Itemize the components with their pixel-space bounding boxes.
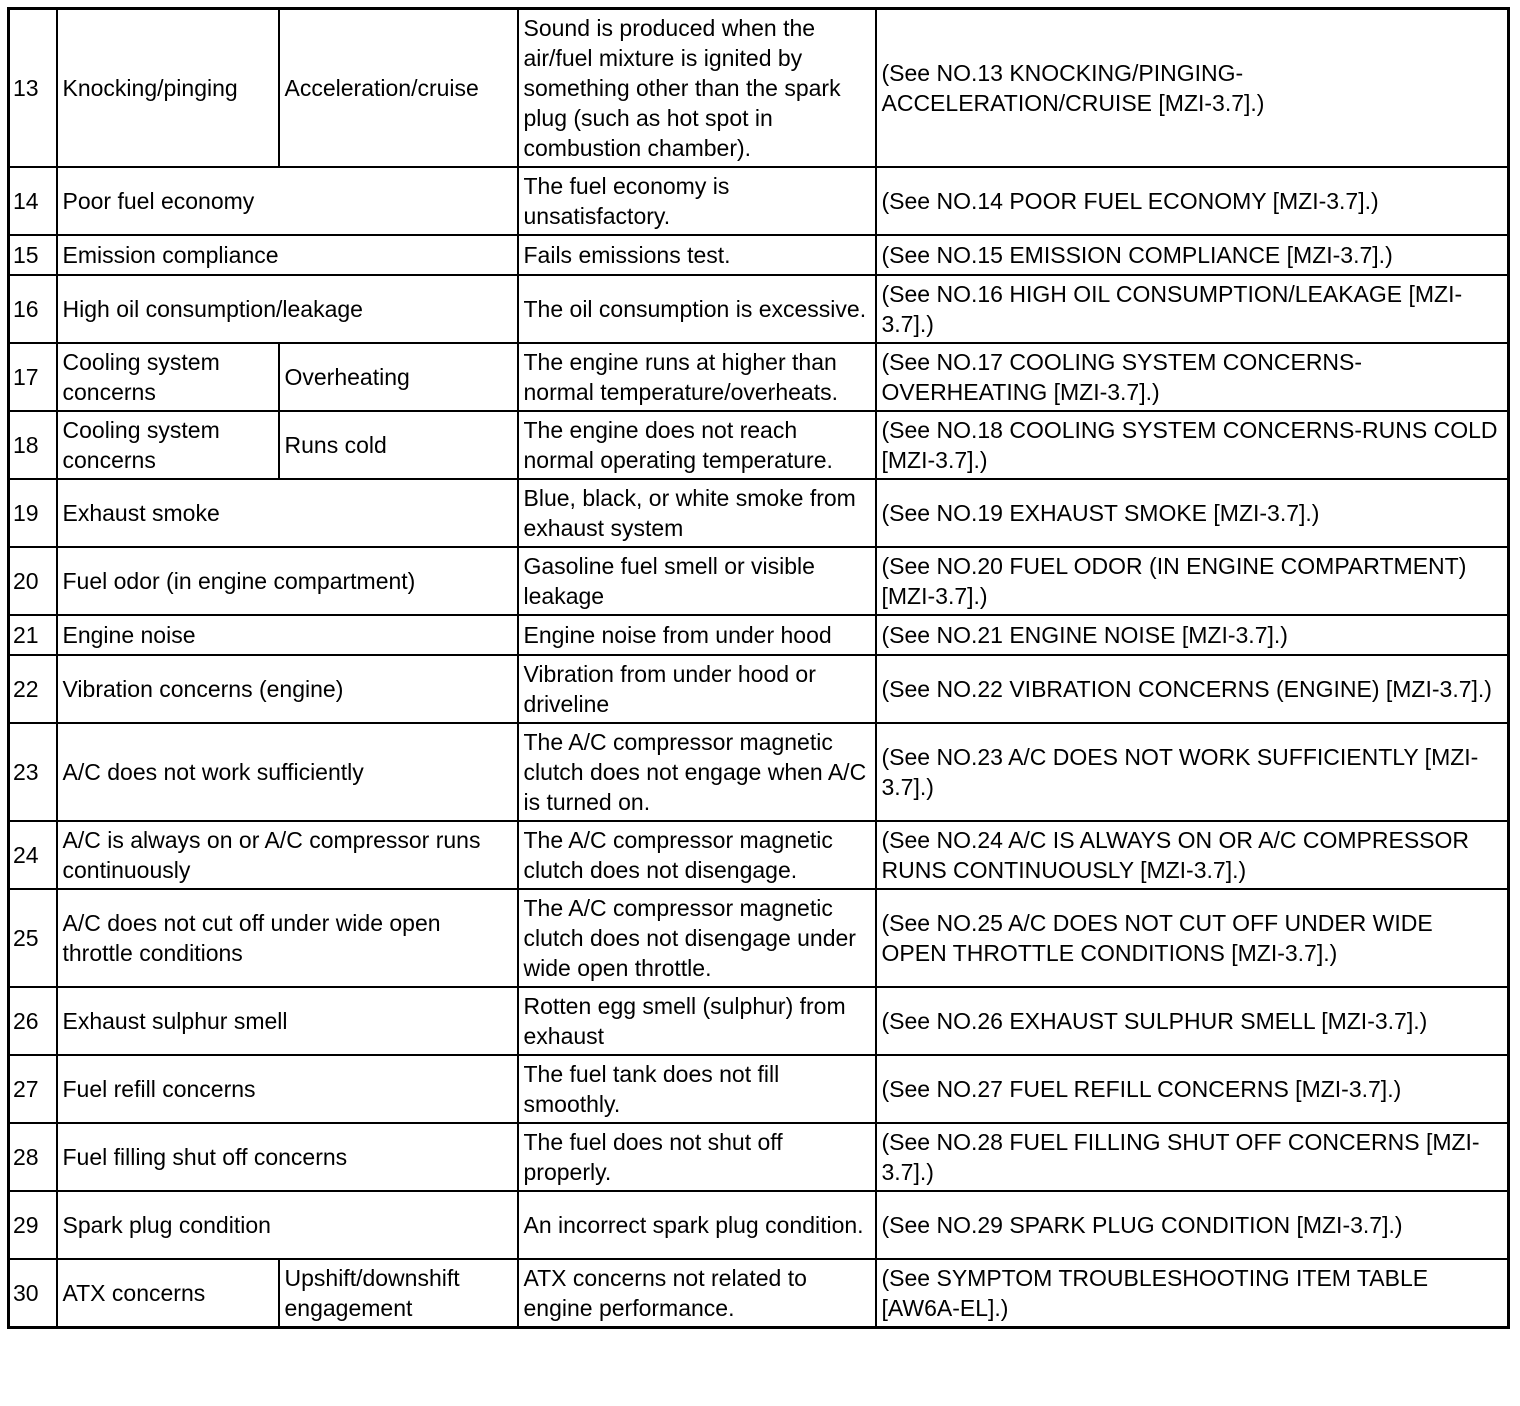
description-cell: Sound is produced when the air/fuel mixture is ignited by something other than the spark plug (such as hot spot in combustion chamber). <box>518 9 876 168</box>
description-cell: The fuel does not shut off properly. <box>518 1123 876 1191</box>
table-row <box>9 479 1509 547</box>
condition-cell: Acceleration/cruise <box>279 9 518 168</box>
row-number: 21 <box>9 615 57 655</box>
row-number: 13 <box>9 9 57 168</box>
reference-cell: (See NO.18 COOLING SYSTEM CONCERNS-RUNS COLD [MZI-3.7].) <box>876 411 1509 479</box>
symptom-cell: Fuel odor (in engine compartment) <box>57 547 518 615</box>
condition-cell: Upshift/downshift engagement <box>279 1259 518 1328</box>
reference-cell: (See NO.19 EXHAUST SMOKE [MZI-3.7].) <box>876 479 1509 547</box>
description-cell: The A/C compressor magnetic clutch does not disengage. <box>518 821 876 889</box>
table-row <box>9 167 1509 235</box>
reference-cell: (See NO.23 A/C DOES NOT WORK SUFFICIENTLY [MZI-3.7].) <box>876 723 1509 821</box>
table-row <box>9 615 1509 655</box>
description-cell: The oil consumption is excessive. <box>518 275 876 343</box>
description-cell: ATX concerns not related to engine performance. <box>518 1259 876 1328</box>
reference-cell: (See NO.13 KNOCKING/PINGING-ACCELERATION/CRUISE [MZI-3.7].) <box>876 9 1509 168</box>
row-number: 25 <box>9 889 57 987</box>
symptom-cell: Vibration concerns (engine) <box>57 655 518 723</box>
row-number: 27 <box>9 1055 57 1123</box>
row-number: 20 <box>9 547 57 615</box>
row-number: 18 <box>9 411 57 479</box>
symptom-cell: Cooling system concerns <box>57 343 279 411</box>
row-number: 26 <box>9 987 57 1055</box>
reference-cell: (See NO.24 A/C IS ALWAYS ON OR A/C COMPRESSOR RUNS CONTINUOUSLY [MZI-3.7].) <box>876 821 1509 889</box>
row-number: 17 <box>9 343 57 411</box>
table-row <box>9 275 1509 343</box>
reference-cell: (See NO.25 A/C DOES NOT CUT OFF UNDER WIDE OPEN THROTTLE CONDITIONS [MZI-3.7].) <box>876 889 1509 987</box>
row-number: 24 <box>9 821 57 889</box>
reference-cell: (See NO.20 FUEL ODOR (IN ENGINE COMPARTMENT) [MZI-3.7].) <box>876 547 1509 615</box>
condition-cell: Runs cold <box>279 411 518 479</box>
table-row <box>9 821 1509 889</box>
reference-cell: (See NO.27 FUEL REFILL CONCERNS [MZI-3.7].) <box>876 1055 1509 1123</box>
description-cell: The A/C compressor magnetic clutch does not engage when A/C is turned on. <box>518 723 876 821</box>
table-row <box>9 1055 1509 1123</box>
description-cell: The A/C compressor magnetic clutch does not disengage under wide open throttle. <box>518 889 876 987</box>
table-row <box>9 9 1509 168</box>
symptom-cell: Knocking/pinging <box>57 9 279 168</box>
row-number: 16 <box>9 275 57 343</box>
symptom-cell: A/C does not work sufficiently <box>57 723 518 821</box>
reference-cell: (See NO.17 COOLING SYSTEM CONCERNS-OVERHEATING [MZI-3.7].) <box>876 343 1509 411</box>
symptom-cell: Cooling system concerns <box>57 411 279 479</box>
row-number: 22 <box>9 655 57 723</box>
description-cell: Blue, black, or white smoke from exhaust system <box>518 479 876 547</box>
table-row <box>9 723 1509 821</box>
table-row <box>9 235 1509 275</box>
table-row <box>9 547 1509 615</box>
description-cell: Vibration from under hood or driveline <box>518 655 876 723</box>
symptom-cell: A/C does not cut off under wide open throttle conditions <box>57 889 518 987</box>
symptom-cell: Spark plug condition <box>57 1191 518 1259</box>
condition-cell: Overheating <box>279 343 518 411</box>
table-row <box>9 411 1509 479</box>
symptom-cell: Engine noise <box>57 615 518 655</box>
table-row <box>9 889 1509 987</box>
reference-cell: (See NO.29 SPARK PLUG CONDITION [MZI-3.7].) <box>876 1191 1509 1259</box>
table-row <box>9 1259 1509 1328</box>
description-cell: Rotten egg smell (sulphur) from exhaust <box>518 987 876 1055</box>
symptom-cell: ATX concerns <box>57 1259 279 1328</box>
description-cell: Gasoline fuel smell or visible leakage <box>518 547 876 615</box>
reference-cell: (See NO.15 EMISSION COMPLIANCE [MZI-3.7].) <box>876 235 1509 275</box>
table-row <box>9 987 1509 1055</box>
symptom-cell: Exhaust sulphur smell <box>57 987 518 1055</box>
row-number: 19 <box>9 479 57 547</box>
row-number: 28 <box>9 1123 57 1191</box>
symptom-cell: Fuel refill concerns <box>57 1055 518 1123</box>
row-number: 23 <box>9 723 57 821</box>
table-row <box>9 1191 1509 1259</box>
description-cell: The engine runs at higher than normal temperature/overheats. <box>518 343 876 411</box>
description-cell: Engine noise from under hood <box>518 615 876 655</box>
symptom-cell: Fuel filling shut off concerns <box>57 1123 518 1191</box>
row-number: 15 <box>9 235 57 275</box>
reference-cell: (See NO.16 HIGH OIL CONSUMPTION/LEAKAGE [MZI-3.7].) <box>876 275 1509 343</box>
table-row <box>9 655 1509 723</box>
table-row <box>9 343 1509 411</box>
description-cell: The fuel tank does not fill smoothly. <box>518 1055 876 1123</box>
symptom-cell: Exhaust smoke <box>57 479 518 547</box>
reference-cell: (See NO.21 ENGINE NOISE [MZI-3.7].) <box>876 615 1509 655</box>
description-cell: An incorrect spark plug condition. <box>518 1191 876 1259</box>
reference-cell: (See NO.26 EXHAUST SULPHUR SMELL [MZI-3.7].) <box>876 987 1509 1055</box>
description-cell: Fails emissions test. <box>518 235 876 275</box>
table-row <box>9 1123 1509 1191</box>
row-number: 29 <box>9 1191 57 1259</box>
symptom-cell: A/C is always on or A/C compressor runs continuously <box>57 821 518 889</box>
description-cell: The fuel economy is unsatisfactory. <box>518 167 876 235</box>
symptom-troubleshooting-table <box>7 7 1510 1329</box>
symptom-cell: Emission compliance <box>57 235 518 275</box>
row-number: 14 <box>9 167 57 235</box>
symptom-cell: Poor fuel economy <box>57 167 518 235</box>
symptom-cell: High oil consumption/leakage <box>57 275 518 343</box>
reference-cell: (See NO.14 POOR FUEL ECONOMY [MZI-3.7].) <box>876 167 1509 235</box>
row-number: 30 <box>9 1259 57 1328</box>
description-cell: The engine does not reach normal operating temperature. <box>518 411 876 479</box>
reference-cell: (See SYMPTOM TROUBLESHOOTING ITEM TABLE [AW6A-EL].) <box>876 1259 1509 1328</box>
reference-cell: (See NO.28 FUEL FILLING SHUT OFF CONCERNS [MZI-3.7].) <box>876 1123 1509 1191</box>
reference-cell: (See NO.22 VIBRATION CONCERNS (ENGINE) [MZI-3.7].) <box>876 655 1509 723</box>
